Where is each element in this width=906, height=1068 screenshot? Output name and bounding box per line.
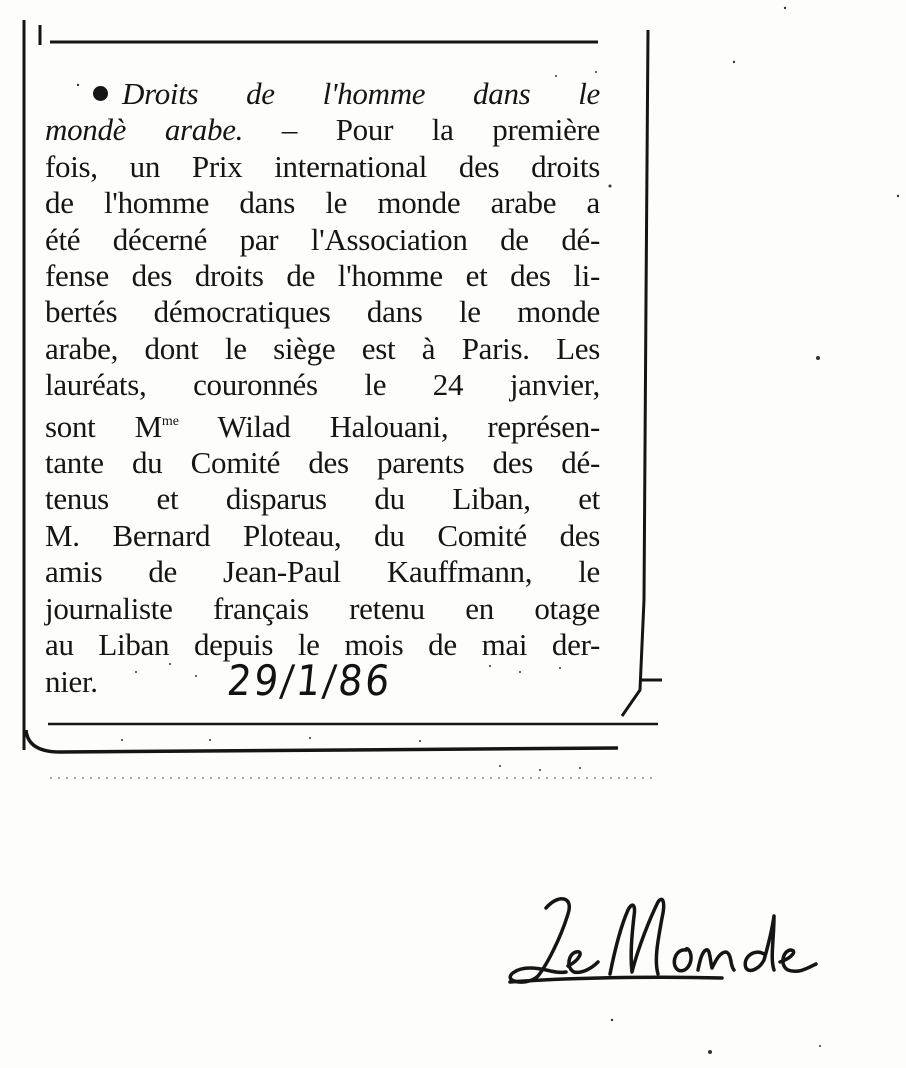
article-line [45,76,600,112]
article-line: au Liban depuis le mois de mai der- [45,627,600,663]
article-line: bertés démocratiques dans le monde [45,294,600,330]
article-line: sont $M^{me}$ Wilad Halouani, représen- [45,408,600,444]
article-line: été décerné par l'Association de dé- [45,221,600,257]
article-line: de l'homme dans le monde arabe a [45,185,600,221]
bullet-icon [93,86,108,101]
article-text [45,76,600,700]
headline: mondè arabe. [45,112,244,148]
article-line: tante du Comité des parents des dé- [45,445,600,481]
article-line: M. Bernard Ploteau, du Comité des [45,517,600,553]
article-line [45,112,600,148]
article-line: amis de Jean-Paul Kauffmann, le [45,554,600,590]
article-line: nier. [45,663,98,699]
article-line: lauréats, couronnés le 24 janvier, [45,367,600,403]
body-text: – Pour la première [281,112,601,148]
article-line: fois, un Prix international des droits [45,148,600,184]
article-line: fense des droits de l'homme et des li- [45,258,600,294]
handwritten-date: 29/1/86 [224,656,395,705]
headline: Droits de l'homme dans le [122,76,600,111]
signature-le-monde [502,888,822,998]
article-line: tenus et disparus du Liban, et [45,481,600,517]
article-line: journaliste français retenu en otage [45,590,600,626]
article-line: arabe, dont le siège est à Paris. Les [45,330,600,366]
